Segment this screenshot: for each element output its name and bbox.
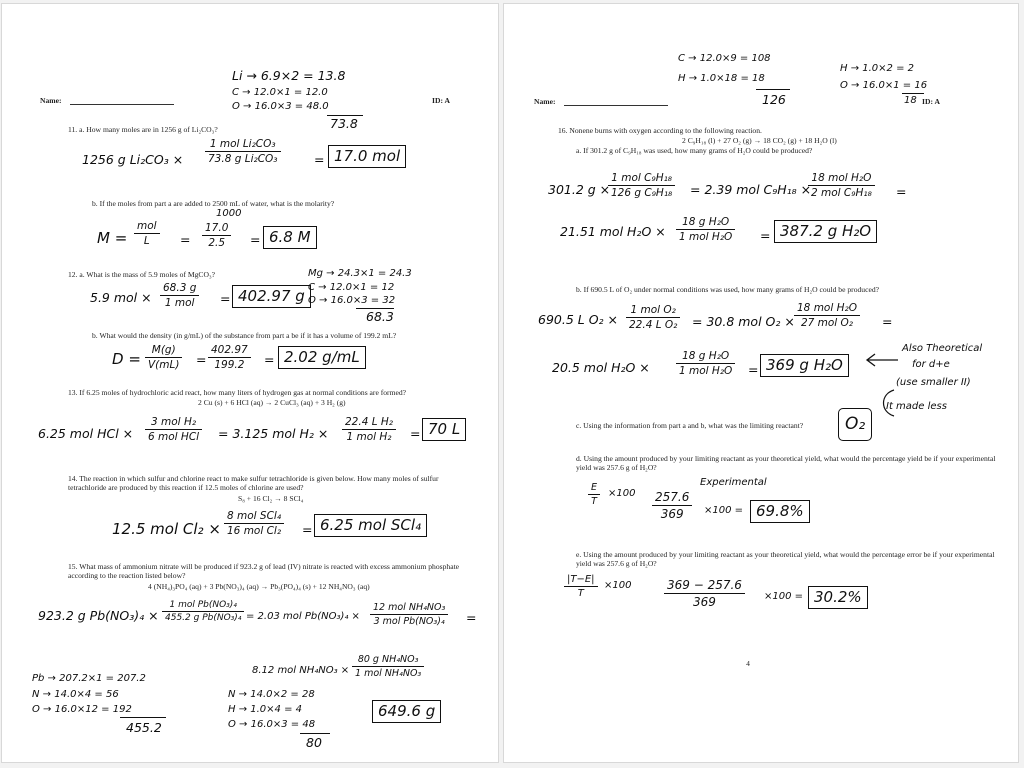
volume-note: 1000	[216, 208, 242, 219]
equals-sign: =	[180, 232, 191, 247]
fraction-numerator: 3 mol H₂	[145, 416, 202, 430]
fraction-numerator: 1 mol C₉H₁₈	[608, 172, 675, 186]
work-start: 923.2 g Pb(NO₃)₄ ×	[38, 608, 159, 623]
work-start: 6.25 mol HCl ×	[38, 426, 134, 441]
molar-mass-total: 80	[306, 735, 322, 750]
equals-sign: =	[882, 314, 893, 329]
question-11b: b. If the moles from part a are added to 2500 mL of water, what is the molarity?	[92, 199, 335, 208]
question-16c: c. Using the information from part a and b, what was the limiting reactant?	[576, 421, 804, 430]
question-16: 16. Nonene burns with oxygen according to the following reaction.	[558, 126, 762, 135]
answer-box: 649.6 g	[372, 700, 441, 723]
side-note-line: for d+e	[912, 359, 950, 370]
answer-box: 402.97 g	[232, 285, 311, 308]
fraction-denominator: 1 mol	[164, 297, 195, 309]
fraction-numerator: E	[588, 482, 600, 495]
fraction-denominator: V(mL)	[148, 359, 180, 371]
fraction-denominator: 16 mol Cl₂	[227, 525, 282, 537]
work-start: 12.5 mol Cl₂ ×	[112, 520, 221, 538]
work-start: 1256 g Li₂CO₃ ×	[82, 152, 184, 167]
equals-sign: =	[196, 352, 207, 367]
value-fraction	[208, 344, 251, 371]
fraction-numerator: 8 mol SCl₄	[224, 510, 284, 524]
fraction-numerator: 68.3 g	[160, 282, 199, 296]
fraction-denominator: 1 mol NH₄NO₃	[355, 668, 422, 679]
fraction-numerator: 1 mol Li₂CO₃	[205, 138, 281, 152]
fraction-numerator: 18 mol H₂O	[808, 172, 875, 186]
reaction-equation: 2 Cu (s) + 6 HCl (aq) → 2 CuCl₃ (aq) + 3 H₂ (g)	[198, 398, 346, 407]
reaction-equation: 4 (NH₄)₃PO₄ (aq) + 3 Pb(NO₃)₄ (aq) → Pb₃(PO₄)₄ (s) + 12 NH₄NO₃ (aq)	[148, 582, 370, 591]
sum-line	[120, 717, 166, 718]
mole-ratio-fraction	[145, 416, 202, 443]
answer-box: O₂	[838, 408, 872, 441]
fraction-denominator: 2.5	[208, 237, 226, 249]
worksheet-page-left	[2, 4, 498, 762]
molar-volume-fraction	[626, 304, 680, 331]
value-fraction	[202, 222, 231, 249]
equals-sign: =	[302, 522, 313, 537]
question-16b: b. If 690.5 L of O₂ under normal conditions was used, how many grams of H₂O could be produced?	[576, 285, 880, 294]
fraction-numerator: 402.97	[208, 344, 251, 358]
question-12a: 12. a. What is the mass of 5.9 moles of MgCO₃?	[68, 270, 215, 279]
worksheet-page-right	[504, 4, 1018, 762]
arrow-annotation	[864, 350, 900, 370]
value-fraction	[664, 578, 745, 609]
reaction-equation: S₈ + 16 Cl₂ → 8 SCl₄	[238, 494, 304, 503]
fraction-denominator: 126 g C₉H₁₈	[611, 187, 673, 199]
fraction-numerator: 369 − 257.6	[664, 578, 745, 594]
work-middle: = 30.8 mol O₂ ×	[692, 314, 795, 329]
molar-mass-fraction	[352, 654, 424, 679]
equals-sign: =	[410, 426, 421, 441]
value-fraction	[652, 490, 692, 521]
molar-mass-total: 455.2	[126, 720, 162, 735]
conversion-fraction	[160, 282, 199, 309]
fraction-denominator: 1 mol H₂O	[679, 365, 733, 377]
fraction-denominator: 2 mol C₉H₁₈	[811, 187, 872, 199]
side-note-line: (use smaller II)	[896, 377, 971, 388]
question-11a: 11. a. How many moles are in 1256 g of Li₂CO₃?	[68, 125, 218, 134]
equals-sign: =	[250, 232, 261, 247]
fraction-denominator: 3 mol Pb(NO₃)₄	[373, 616, 445, 627]
work-start: 690.5 L O₂ ×	[538, 312, 618, 327]
fraction-numerator: 12 mol NH₄NO₃	[370, 602, 448, 615]
molar-mass-total: 73.8	[330, 116, 358, 131]
fraction-denominator: 6 mol HCl	[148, 431, 200, 443]
molarity-lhs: M =	[97, 229, 128, 247]
fraction-numerator: mol	[134, 220, 160, 234]
molar-mass-line: N → 14.0×4 = 56	[32, 689, 119, 700]
molar-volume-fraction	[342, 416, 396, 443]
work-line-2: 8.12 mol NH₄NO₃ ×	[252, 665, 350, 676]
molar-mass-line: H → 1.0×4 = 4	[228, 704, 302, 715]
page-number: 4	[746, 659, 750, 668]
sum-line	[756, 89, 790, 90]
fraction-denominator: 73.8 g Li₂CO₃	[208, 153, 278, 165]
molar-mass-total: 126	[762, 92, 786, 107]
molar-mass-line: C → 12.0×9 = 108	[678, 53, 771, 64]
question-15: 15. What mass of ammonium nitrate will be produced if 923.2 g of lead (IV) nitrate is reacted with excess ammonium phosphate according to the reaction listed below?	[68, 562, 460, 580]
equals-sign: =	[748, 362, 759, 377]
equals-sign: =	[466, 610, 477, 625]
molar-mass-line: O → 16.0×3 = 32	[308, 295, 396, 306]
answer-box: 6.8 M	[263, 226, 317, 249]
work-start: 5.9 mol ×	[90, 290, 152, 305]
equals-sign: =	[264, 352, 275, 367]
reaction-equation: 2 C₉H₁₈ (l) + 27 O₂ (g) → 18 CO₂ (g) + 18 H₂O (l)	[682, 136, 837, 145]
name-label: Name:	[534, 97, 556, 106]
fraction-numerator: 22.4 L H₂	[342, 416, 396, 430]
answer-box: 387.2 g H₂O	[774, 220, 877, 243]
molar-mass-fraction	[608, 172, 675, 199]
answer-box: 369 g H₂O	[760, 354, 849, 377]
fraction-numerator: 17.0	[202, 222, 231, 236]
molar-mass-line: H → 1.0×18 = 18	[678, 73, 765, 84]
question-16a: a. If 301.2 g of C₉H₁₈ was used, how many grams of H₂O could be produced?	[576, 146, 813, 155]
molar-mass-total: 68.3	[366, 309, 394, 324]
question-16e: e. Using the amount produced by your limiting reactant as your theoretical yield, what would the percentage error be if your experimental yield was 257.6 g of H₂O?	[576, 550, 995, 568]
fraction-denominator: 199.2	[214, 359, 245, 371]
side-note-line: Also Theoretical	[902, 343, 983, 354]
molar-mass-line: Mg → 24.3×1 = 24.3	[308, 268, 412, 279]
experimental-note: Experimental	[700, 477, 767, 488]
mole-ratio-fraction	[808, 172, 875, 199]
formula-fraction	[564, 574, 598, 599]
molar-mass-line: H → 1.0×2 = 2	[840, 63, 914, 74]
formula-tail: ×100	[604, 580, 632, 591]
work-start: 301.2 g ×	[548, 182, 611, 197]
molar-mass-line: C → 12.0×1 = 12.0	[232, 87, 328, 98]
fraction-numerator: 257.6	[652, 490, 692, 506]
fraction-denominator: L	[143, 235, 150, 247]
fraction-numerator: M(g)	[145, 344, 182, 358]
fraction-denominator: 27 mol O₂	[800, 317, 854, 329]
fraction-numerator: |T−E|	[564, 574, 598, 587]
molar-mass-line: C → 12.0×1 = 12	[308, 282, 395, 293]
side-note: It made less	[886, 401, 947, 412]
molar-mass-fraction	[162, 600, 244, 623]
work-middle: = 2.39 mol C₉H₁₈ ×	[690, 182, 812, 197]
equals-sign: =	[314, 152, 325, 167]
fraction-denominator: 1 mol H₂O	[679, 231, 733, 243]
mole-ratio-fraction	[370, 602, 448, 627]
fraction-denominator: T	[591, 496, 597, 507]
formula-tail: ×100 =	[764, 591, 804, 602]
equals-sign: =	[220, 291, 231, 306]
question-12b: b. What would the density (in g/mL) of the substance from part a be if it has a volume of 199.2 mL?	[92, 331, 397, 340]
formula-tail: ×100	[608, 488, 636, 499]
molar-mass-fraction	[676, 216, 735, 243]
molar-mass-total: 18	[904, 95, 917, 106]
fraction-numerator: 18 mol H₂O	[794, 302, 860, 316]
name-label: Name:	[40, 96, 62, 105]
formula-fraction	[145, 344, 182, 371]
sum-line	[300, 733, 330, 734]
fraction-numerator: 18 g H₂O	[676, 350, 735, 364]
molar-mass-line: O → 16.0×1 = 16	[840, 80, 928, 91]
work-middle: = 3.125 mol H₂ ×	[218, 426, 329, 441]
fraction-numerator: 1 mol Pb(NO₃)₄	[162, 600, 244, 612]
fraction-denominator: 22.4 L O₂	[629, 319, 678, 331]
mole-ratio-fraction	[224, 510, 284, 537]
formula-fraction	[588, 482, 600, 507]
fraction-denominator: 369	[693, 595, 716, 609]
id-label: ID: A	[922, 97, 940, 106]
mole-ratio-fraction	[794, 302, 860, 329]
name-underline	[70, 104, 174, 105]
work-middle: = 2.03 mol Pb(NO₃)₄ ×	[246, 611, 360, 622]
answer-box: 17.0 mol	[328, 145, 406, 168]
molar-mass-line: N → 14.0×2 = 28	[228, 689, 315, 700]
molar-mass-line: Li → 6.9×2 = 13.8	[232, 68, 346, 83]
molar-mass-line: O → 16.0×3 = 48.0	[232, 101, 329, 112]
sum-line	[902, 93, 924, 94]
fraction-denominator: T	[577, 588, 584, 599]
molar-mass-line: O → 16.0×3 = 48	[228, 719, 316, 730]
work-line-2: 21.51 mol H₂O ×	[560, 224, 666, 239]
answer-box: 6.25 mol SCl₄	[314, 514, 427, 537]
question-16d: d. Using the amount produced by your limiting reactant as your theoretical yield, what would the percentage yield be if your experimental yield was 257.6 g of H₂O?	[576, 454, 996, 472]
fraction-numerator: 80 g NH₄NO₃	[352, 654, 424, 667]
id-label: ID: A	[432, 96, 450, 105]
equals-sign: =	[896, 184, 907, 199]
density-lhs: D =	[112, 350, 141, 368]
answer-box: 69.8%	[750, 500, 810, 523]
formula-tail: ×100 =	[704, 505, 744, 516]
answer-box: 70 L	[422, 418, 466, 441]
molar-mass-line: Pb → 207.2×1 = 207.2	[32, 673, 146, 684]
answer-box: 30.2%	[808, 586, 868, 609]
fraction-numerator: 18 g H₂O	[676, 216, 735, 230]
conversion-fraction	[205, 138, 281, 165]
formula-fraction	[134, 220, 160, 247]
molar-mass-line: O → 16.0×12 = 192	[32, 704, 132, 715]
fraction-denominator: 369	[660, 507, 684, 521]
fraction-denominator: 1 mol H₂	[346, 431, 392, 443]
question-13: 13. If 6.25 moles of hydrochloric acid react, how many liters of hydrogen gas at normal conditions are formed?	[68, 388, 407, 397]
work-line-2: 20.5 mol H₂O ×	[552, 360, 650, 375]
name-underline	[564, 105, 668, 106]
answer-box: 2.02 g/mL	[278, 346, 366, 369]
molar-mass-fraction	[676, 350, 735, 377]
fraction-numerator: 1 mol O₂	[626, 304, 680, 318]
question-14: 14. The reaction in which sulfur and chlorine react to make sulfur tetrachloride is given below. How many moles of sulfur tetrachloride are produced by this reaction if 12.5 moles of chlorine are used?	[68, 474, 439, 492]
fraction-denominator: 455.2 g Pb(NO₃)₄	[165, 613, 242, 623]
equals-sign: =	[760, 228, 771, 243]
